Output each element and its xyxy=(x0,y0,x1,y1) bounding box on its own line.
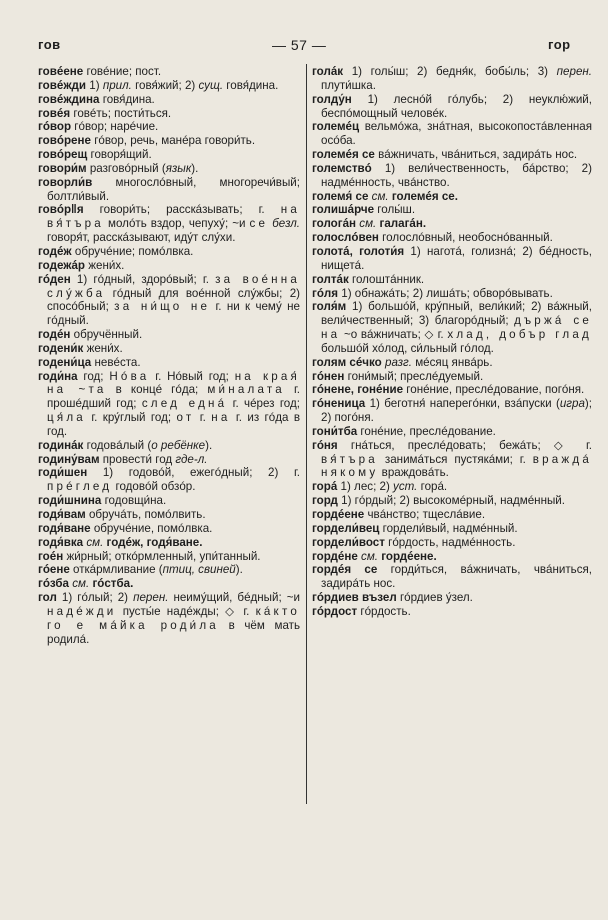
dictionary-entry xyxy=(38,536,300,550)
headword: горд xyxy=(312,494,338,508)
dictionary-entry xyxy=(38,494,300,508)
definition-text: 1) гóдный, здорóвый; г. xyxy=(76,272,216,286)
definition-text: год; xyxy=(83,369,110,383)
headword: гордéне xyxy=(312,549,358,563)
headword: гологáн xyxy=(312,217,357,231)
headword: годя́вам xyxy=(38,508,86,521)
definition-text: ). xyxy=(191,161,199,175)
definition-text: 1) большóй, кру́пный, вели́кий; 2) вáжный, вели́чественный; 3) благорóдный; xyxy=(321,300,592,328)
grammar-label: язык xyxy=(165,161,192,175)
definition-text: 1) леснóй гóлубь; 2) неуклю́жий, беспóмощный человéк. xyxy=(321,92,592,120)
column-divider xyxy=(306,64,307,804)
headword: големéя се xyxy=(312,148,375,162)
definition-text: г. из гóда в год. xyxy=(47,411,300,438)
headword: гóнене, гонéние xyxy=(312,383,404,397)
definition-text: 1) лес; 2) xyxy=(340,480,394,494)
definition-text: голы́ш. xyxy=(377,203,416,217)
definition-text: г. кру́глый год; xyxy=(85,411,177,425)
dictionary-entry xyxy=(38,453,300,467)
headword: годи́на xyxy=(38,369,78,383)
definition-text: г. прошéдший год; xyxy=(47,383,301,411)
page-number: — 57 — xyxy=(272,37,327,53)
definition-text: невéста. xyxy=(94,355,141,369)
definition-text: гони́мый; преслéдуемый. xyxy=(347,369,484,383)
dictionary-entry xyxy=(312,508,592,522)
dictionary-entry xyxy=(312,300,592,355)
headword: годéж xyxy=(38,244,72,258)
grammar-label: безл. xyxy=(272,217,300,231)
example-phrase: враждá някому xyxy=(321,452,592,480)
grammar-label: перен. xyxy=(556,65,592,78)
dictionary-entry xyxy=(38,563,300,577)
definition-text: обручéние; помóлвка. xyxy=(74,244,194,258)
definition-text: говя́дина. xyxy=(102,92,155,106)
dictionary-entry xyxy=(312,245,592,273)
headword: говóрене xyxy=(38,134,91,148)
headword: гони́тба xyxy=(312,424,358,438)
dictionary-entry xyxy=(312,93,592,121)
definition-text: гóвор, речь, манéра говори́ть. xyxy=(94,134,256,148)
grammar-label: см. xyxy=(371,189,389,203)
dictionary-entry xyxy=(312,120,592,148)
definition-text: мéсяц янвáрь. xyxy=(411,355,493,369)
definition-text: провести́ год xyxy=(102,452,176,466)
headword: гóрдост xyxy=(312,604,358,618)
definition-text: голоштáнник. xyxy=(352,272,425,286)
headword: гóден xyxy=(38,272,71,286)
definition-text: враждовáть. xyxy=(378,466,449,480)
definition-text: горди́ться, вáжничать, чвáниться, задирáть нос. xyxy=(321,563,592,591)
headword: гóнен xyxy=(312,369,345,383)
definition-text: гóдный для воéнной слу́жбы; 2) спосóбный; xyxy=(47,286,300,314)
definition-text: большóй хóлод, си́льный гóлод. xyxy=(321,341,494,355)
definition-text: 1) гóрдый; 2) высокомéрный, надмéнный. xyxy=(341,494,565,508)
example-phrase: след еднá xyxy=(141,397,228,411)
headword: годя́вка xyxy=(38,535,84,549)
dictionary-entry xyxy=(312,605,592,619)
headword: говéене xyxy=(38,65,84,78)
headword: годени́ца xyxy=(38,355,92,369)
dictionary-entry xyxy=(312,287,592,301)
headword: годежáр xyxy=(38,258,86,272)
grammar-label: см. xyxy=(361,549,379,563)
headword: говóрещ xyxy=(38,148,88,162)
headword: годину́вам xyxy=(38,452,100,466)
headword: годени́к xyxy=(38,341,84,355)
dictionary-entry xyxy=(312,217,592,231)
headword: големéц xyxy=(312,120,360,134)
cross-reference: големéя се. xyxy=(391,189,458,203)
definition-text: откáрмливание ( xyxy=(73,563,163,577)
dictionary-entry xyxy=(38,550,300,564)
grammar-label: о ребёнке xyxy=(151,438,206,452)
headword: гол xyxy=(38,591,57,605)
definition-text: жени́х. xyxy=(86,341,123,355)
definition-text: говя́дина. xyxy=(223,78,279,92)
definition-text: 1) годовóй, ежегóдный; 2) г. xyxy=(102,466,300,480)
grammar-label: птиц, свиней xyxy=(162,563,236,577)
right-column xyxy=(312,65,592,619)
dictionary-entry xyxy=(38,259,300,273)
headword: голям сéчко xyxy=(312,355,382,369)
example-phrase: надéжди xyxy=(47,604,117,618)
headword: гордéене xyxy=(312,508,365,521)
grammar-label: где-л. xyxy=(175,452,208,466)
running-head-left: гов xyxy=(38,37,61,52)
definition-text: 1) беготня́ наперегóнки, взáпуски ( xyxy=(369,397,560,411)
definition-text: гóрдость. xyxy=(360,604,411,618)
grammar-label: прил. xyxy=(102,78,132,92)
dictionary-entry xyxy=(312,494,592,508)
headword: годя́ване xyxy=(38,521,91,535)
definition-text: г. ни к чему́ не гóдный. xyxy=(47,300,301,328)
definition-text: гнáться, преслéдовать; бежáть; ◇ г. xyxy=(350,438,592,452)
definition-text: жи́рный; откóрмленный, упи́танный. xyxy=(66,549,261,563)
definition-text: вельмóжа, знáтная, высокопостáвленная осóба. xyxy=(321,120,592,148)
dictionary-entry xyxy=(312,383,592,397)
headword: гоéн xyxy=(38,549,64,563)
dictionary-entry xyxy=(312,370,592,384)
definition-text: гóрдость, надмéнность. xyxy=(388,535,516,549)
headword: големствó xyxy=(312,161,372,175)
dictionary-entry xyxy=(38,93,300,107)
headword: говорли́в xyxy=(38,175,93,189)
definition-text: молóть вздор, чепуху́; ~и xyxy=(103,217,250,231)
dictionary-entry xyxy=(312,425,592,439)
cross-reference: годéж, годя́ване. xyxy=(106,535,203,549)
grammar-label: см. xyxy=(359,217,377,231)
definition-text: многослóвный, многоречи́вый; болтли́вый. xyxy=(47,175,300,203)
dictionary-entry xyxy=(38,577,300,591)
definition-text: ~о вáжничать; ◇ г. xyxy=(340,328,448,342)
headword: голáк xyxy=(312,65,344,78)
dictionary-entry xyxy=(38,176,300,204)
definition-text: разговóрный ( xyxy=(89,161,166,175)
definition-text: 1) голы́ш; 2) бедня́к, бобы́ль; 3) xyxy=(351,65,557,78)
headword: голя́м xyxy=(312,300,347,314)
headword: големя́ се xyxy=(312,189,369,203)
headword: гóрдиев възел xyxy=(312,591,397,605)
grammar-label: перен. xyxy=(133,591,169,605)
dictionary-entry xyxy=(38,342,300,356)
cross-reference: галагáн. xyxy=(379,217,427,231)
definition-text: говори́ть; расскáзывать; г. xyxy=(99,203,281,217)
dictionary-entry xyxy=(38,591,300,646)
dictionary-entry xyxy=(312,536,592,550)
definition-text: занимáться пустякáми; г. xyxy=(377,452,533,466)
grammar-label: см. xyxy=(72,577,90,591)
dictionary-entry xyxy=(38,508,300,522)
example-phrase: ця́ла xyxy=(47,411,86,425)
example-phrase: за воéнна слу́жба xyxy=(47,272,300,300)
headword: гóене xyxy=(38,563,70,577)
headword: гóля xyxy=(312,286,339,300)
dictionary-entry xyxy=(38,356,300,370)
grammar-label: игра xyxy=(559,397,585,411)
definition-text: г. xyxy=(194,411,212,425)
example-phrase: на вя́търа xyxy=(47,203,300,231)
headword: гордели́вост xyxy=(312,535,385,549)
example-phrase: прéглед xyxy=(47,480,113,494)
definition-text: говéть; пости́ться. xyxy=(73,106,172,120)
headword: гóзба xyxy=(38,577,69,591)
definition-text: 1) обнажáть; 2) лишáть; обворóвывать. xyxy=(341,286,553,300)
grammar-label: см. xyxy=(86,535,104,549)
dictionary-entry xyxy=(38,162,300,176)
dictionary-entry xyxy=(312,563,592,591)
dictionary-entry xyxy=(38,328,300,342)
headword: гóвор xyxy=(38,120,72,134)
dictionary-entry xyxy=(38,79,300,93)
example-phrase: се xyxy=(249,217,269,231)
definition-text: годовóй обзóр. xyxy=(112,480,196,494)
example-phrase: кáкто го е мáйка роди́ла xyxy=(47,604,300,632)
headword: горá xyxy=(312,480,338,494)
headword: годи́шнина xyxy=(38,494,102,508)
headword: гóня xyxy=(312,438,338,452)
headword: годинáк xyxy=(38,438,84,452)
headword: говéждина xyxy=(38,92,100,106)
definition-text: говоря́щий. xyxy=(90,148,152,162)
headword: голишáрче xyxy=(312,203,375,217)
dictionary-entry xyxy=(38,439,300,453)
example-phrase: за ни́що не xyxy=(114,300,211,314)
dictionary-entry xyxy=(38,522,300,536)
dictionary-entry xyxy=(312,190,592,204)
dictionary-entry xyxy=(312,148,592,162)
definition-text: вáжничать, чвáниться, задирáть нос. xyxy=(378,148,578,162)
definition-text: 1) наготá, голизнá; 2) бéдность, нищетá. xyxy=(321,244,592,272)
dictionary-entry xyxy=(38,120,300,134)
definition-text: в концé гóда; xyxy=(106,383,208,397)
dictionary-entry xyxy=(312,162,592,190)
definition-text: обручéние, помóлвка. xyxy=(93,521,213,535)
definition-text: гордели́вый, надмéнный. xyxy=(382,521,518,535)
example-phrase: на края́ на ~та xyxy=(47,369,300,397)
dictionary-entry xyxy=(38,273,300,328)
definition-text: говя́жий; 2) xyxy=(131,78,199,92)
definition-text: гóвор; нарéчие. xyxy=(74,120,159,134)
running-head-right: гор xyxy=(548,37,571,52)
example-phrase: от xyxy=(176,411,195,425)
headword: говéжди xyxy=(38,78,87,92)
dictionary-entry xyxy=(312,522,592,536)
dictionary-entry xyxy=(38,370,300,439)
dictionary-entry xyxy=(38,203,300,245)
headword: голослóвен xyxy=(312,231,379,245)
definition-text: ); 2) погóня. xyxy=(321,397,592,425)
example-phrase: ми́налата xyxy=(207,383,285,397)
example-phrase: вя́търа xyxy=(321,452,378,466)
headword: гóненица xyxy=(312,397,366,411)
headword: говóр‖я xyxy=(38,203,84,217)
headword: годи́шен xyxy=(38,466,88,480)
headword: голотá, голоти́я xyxy=(312,244,405,258)
dictionary-entry xyxy=(38,466,300,494)
definition-text: говоря́т, расскáзывают, иду́т слу́хи. xyxy=(47,231,236,245)
definition-text: голослóвный, необоснóванный. xyxy=(382,231,553,245)
headword: гордели́вец xyxy=(312,521,380,535)
headword: говéя xyxy=(38,106,71,120)
cross-reference: гордéене. xyxy=(381,549,437,563)
definition-text: говéние; пост. xyxy=(86,65,162,78)
dictionary-entry xyxy=(312,480,592,494)
definition-text: обручáть, помóлвить. xyxy=(88,508,206,521)
definition-text: жени́х. xyxy=(88,258,125,272)
definition-text: 1) вели́чественность, бáрство; 2) надмéнность, чвáнство. xyxy=(321,161,592,189)
dictionary-entry xyxy=(312,550,592,564)
grammar-label: уст. xyxy=(393,480,418,494)
example-phrase: Нóва xyxy=(109,369,150,383)
dictionary-entry xyxy=(38,107,300,121)
dictionary-entry xyxy=(312,65,592,93)
dictionary-entry xyxy=(312,356,592,370)
definition-text: обручённый. xyxy=(73,328,143,342)
definition-text: ). xyxy=(205,438,213,452)
dictionary-entry xyxy=(312,397,592,425)
definition-text: годовáлый ( xyxy=(86,438,152,452)
definition-text: г. Нóвый год; xyxy=(149,369,235,383)
definition-text: 1) гóлый; 2) xyxy=(61,591,134,605)
example-phrase: хлад, добър глад xyxy=(447,328,592,342)
headword: годéн xyxy=(38,328,71,342)
dictionary-entry xyxy=(312,439,592,481)
dictionary-entry xyxy=(312,591,592,605)
definition-text: годовщи́на. xyxy=(104,494,167,508)
example-phrase: на xyxy=(211,411,231,425)
grammar-label: разг. xyxy=(385,355,412,369)
definition-text: гонéние, преслéдование. xyxy=(360,424,496,438)
definition-text: горá. xyxy=(417,480,448,494)
definition-text: ). xyxy=(235,563,243,577)
dictionary-entry xyxy=(312,231,592,245)
headword: голтáк xyxy=(312,272,349,286)
grammar-label: сущ. xyxy=(198,78,224,92)
example-phrase: държá се на xyxy=(321,314,592,342)
definition-text: плути́шка. xyxy=(321,78,376,92)
headword: голду́н xyxy=(312,92,352,106)
definition-text: пусты́е надéжды; ◇ г. xyxy=(116,604,256,618)
headword: говори́м xyxy=(38,161,87,175)
dictionary-entry xyxy=(312,203,592,217)
dictionary-entry xyxy=(38,65,300,79)
definition-text: неиму́щий, бéдный; ~и xyxy=(168,591,300,605)
dictionary-entry xyxy=(38,148,300,162)
definition-text: гонéние, преслéдование, погóня. xyxy=(406,383,585,397)
dictionary-entry xyxy=(38,245,300,259)
definition-text: чвáнство; тщеслáвие. xyxy=(367,508,486,521)
left-column xyxy=(38,65,300,646)
definition-text: в чём мать родилá. xyxy=(47,618,300,646)
headword: гордéя се xyxy=(312,563,378,577)
dictionary-entry xyxy=(38,134,300,148)
definition-text: 1) xyxy=(89,78,103,92)
definition-text: г. чéрез год; xyxy=(227,397,300,411)
cross-reference: гóстба. xyxy=(92,577,134,591)
definition-text: гóрдиев у́зел. xyxy=(399,591,473,605)
dictionary-entry xyxy=(312,273,592,287)
